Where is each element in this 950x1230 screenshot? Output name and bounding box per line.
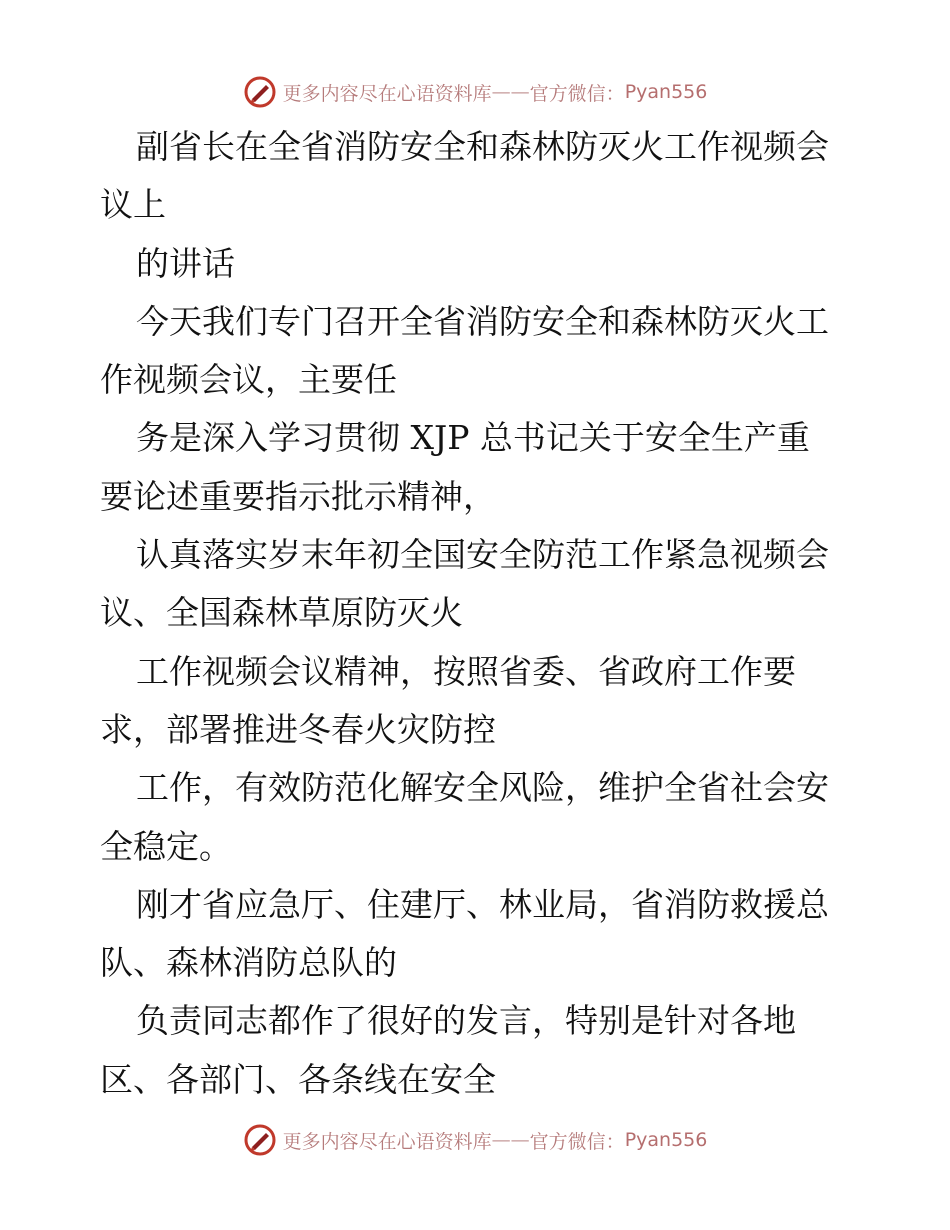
document-title-line: 的讲话: [136, 243, 235, 283]
paragraph-line: 全稳定。: [100, 826, 232, 866]
paragraph-line: 作视频会议，主要任: [100, 360, 397, 400]
paragraph-line: 工作，有效防范化解安全风险，维护全省社会安: [136, 768, 829, 808]
paragraph-line: 刚才省应急厅、住建厅、林业局，省消防救援总: [136, 884, 829, 924]
footer-watermark-banner: [0, 1120, 950, 1160]
header-watermark-banner: [0, 72, 950, 112]
paragraph-line: 今天我们专门召开全省消防安全和森林防灭火工: [136, 301, 829, 341]
paragraph-line: 队、森林消防总队的: [100, 943, 397, 983]
paragraph-line: 务是深入学习贯彻 XJP 总书记关于安全生产重: [136, 418, 810, 458]
paragraph-line: 要论述重要指示批示精神，: [100, 476, 496, 516]
paragraph-line: 负责同志都作了很好的发言，特别是针对各地: [136, 1001, 796, 1041]
banner-text: 更多内容尽在心语资料库: [282, 1130, 492, 1153]
banner-separator: ——: [491, 81, 530, 103]
document-body: [100, 118, 880, 1109]
paragraph-line: 议、全国森林草原防灭火: [100, 593, 463, 633]
banner-official-label: 官方微信：: [529, 82, 625, 105]
document-title-line: 副省长在全省消防安全和森林防灭火工作视频会: [136, 127, 829, 166]
pen-logo-icon: [243, 1123, 277, 1157]
pen-logo-icon: [243, 75, 277, 109]
banner-official-label: 官方微信：: [529, 1130, 625, 1153]
banner-wechat-id: Pyan556: [624, 1129, 708, 1151]
banner-text: 更多内容尽在心语资料库: [282, 82, 492, 105]
paragraph-line: 工作视频会议精神，按照省委、省政府工作要: [136, 651, 796, 691]
banner-separator: ——: [491, 1129, 530, 1151]
paragraph-line: 求，部署推进冬春火灾防控: [100, 709, 496, 749]
banner-wechat-id: Pyan556: [624, 81, 708, 103]
document-title-line: 议上: [100, 185, 166, 225]
paragraph-line: 认真落实岁末年初全国安全防范工作紧急视频会: [136, 535, 829, 575]
paragraph-line: 区、各部门、各条线在安全: [100, 1059, 496, 1099]
